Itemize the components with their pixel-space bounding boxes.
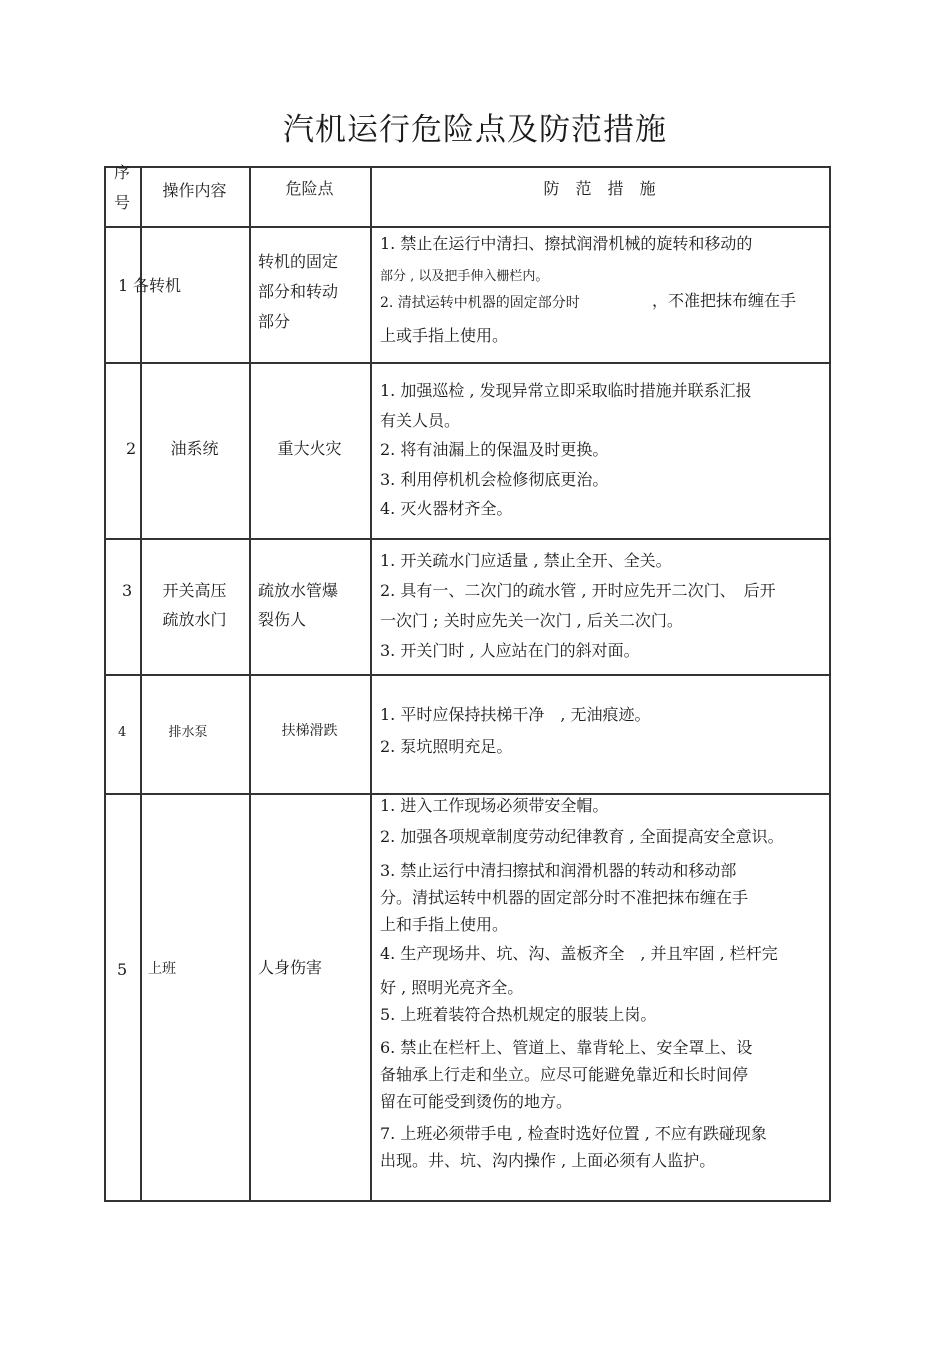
row-operation: 开关高压 疏放水门 bbox=[162, 581, 227, 629]
row-seq: 2 bbox=[126, 439, 137, 458]
row-measures: 1. 平时应保持扶梯干净 , 无油痕迹。 2. 泵坑照明充足。 bbox=[380, 705, 651, 756]
row-divider bbox=[104, 674, 831, 676]
row-divider bbox=[104, 226, 831, 228]
row-measure: ，不准把抹布缠在手 bbox=[652, 291, 797, 310]
column-divider bbox=[370, 166, 372, 1202]
column-divider bbox=[829, 166, 831, 1202]
row-divider bbox=[104, 362, 831, 364]
row-measure: 1. 禁止在运行中清扫、擦拭润滑机械的旋转和移动的 bbox=[380, 234, 753, 253]
header-measures: 防 范 措 施 bbox=[543, 179, 656, 198]
row-measure: 6. 禁止在栏杆上、管道上、靠背轮上、安全罩上、设 备轴承上行走和坐立。应尽可能避免靠近和长时间停 留在可能受到烫伤的地方。 bbox=[380, 1038, 753, 1111]
header-seq: 序 号 bbox=[113, 163, 130, 212]
header-hazard: 危险点 bbox=[285, 179, 334, 198]
row-operation: 排水泵 bbox=[168, 725, 208, 740]
row-seq: 1 bbox=[118, 276, 129, 295]
row-hazard: 重大火灾 bbox=[277, 439, 342, 458]
table-border-bottom bbox=[104, 1200, 831, 1202]
row-measure: 3. 禁止运行中清扫擦拭和润滑机器的转动和移动部 分。清拭运转中机器的固定部分时不准把抹布缠在手 上和手指上使用。 bbox=[380, 861, 749, 934]
row-measure: 上或手指上使用。 bbox=[380, 326, 509, 345]
row-hazard: 扶梯滑跌 bbox=[281, 723, 338, 739]
column-divider bbox=[140, 166, 142, 1202]
row-seq: 4 bbox=[118, 725, 127, 740]
row-seq: 3 bbox=[122, 581, 133, 600]
row-measures: 1. 加强巡检 , 发现异常立即采取临时措施并联系汇报 有关人员。 2. 将有油漏上的保温及时更换。 3. 利用停机机会检修彻底更治。 4. 灭火器材齐全。 bbox=[380, 381, 752, 518]
row-measure: 2. 清拭运转中机器的固定部分时 bbox=[380, 295, 580, 311]
table-border-top bbox=[104, 166, 831, 168]
row-measures: 1. 开关疏水门应适量 , 禁止全开、全关。 2. 具有一、二次门的疏水管 , 开时应先开二次门、 后开 一次门 ; 关时应先关一次门 , 后关二次门。 3. 开关门时 , 人应站在门的斜对面。 bbox=[380, 551, 776, 660]
row-measure: 5. 上班着装符合热机规定的服装上岗。 bbox=[380, 1005, 657, 1024]
row-measure: 2. 加强各项规章制度劳动纪律教育 , 全面提高安全意识。 bbox=[380, 827, 784, 846]
header-operation: 操作内容 bbox=[162, 181, 227, 200]
row-measure: 1. 进入工作现场必须带安全帽。 bbox=[380, 796, 609, 815]
row-hazard: 人身伤害 bbox=[258, 958, 323, 977]
column-divider bbox=[104, 166, 106, 1202]
document-title: 汽机运行危险点及防范措施 bbox=[283, 112, 667, 148]
row-measure: 4. 生产现场井、坑、沟、盖板齐全 , 并且牢固 , 栏杆完 好 , 照明光亮齐全。 bbox=[380, 944, 778, 997]
row-operation: 上班 bbox=[148, 961, 176, 977]
row-divider bbox=[104, 538, 831, 540]
column-divider bbox=[249, 166, 251, 1202]
row-seq: 5 bbox=[117, 960, 128, 979]
row-operation: 油系统 bbox=[170, 439, 219, 458]
row-measure: 部分 , 以及把手伸入栅栏内。 bbox=[380, 269, 549, 284]
row-hazard: 疏放水管爆 裂伤人 bbox=[258, 581, 339, 629]
row-operation: 各转机 bbox=[133, 276, 182, 295]
row-measure: 7. 上班必须带手电 , 检查时选好位置 , 不应有跌碰现象 出现。井、坑、沟内操作 , 上面必须有人监护。 bbox=[380, 1124, 767, 1170]
row-hazard: 转机的固定 部分和转动 部分 bbox=[258, 252, 339, 331]
